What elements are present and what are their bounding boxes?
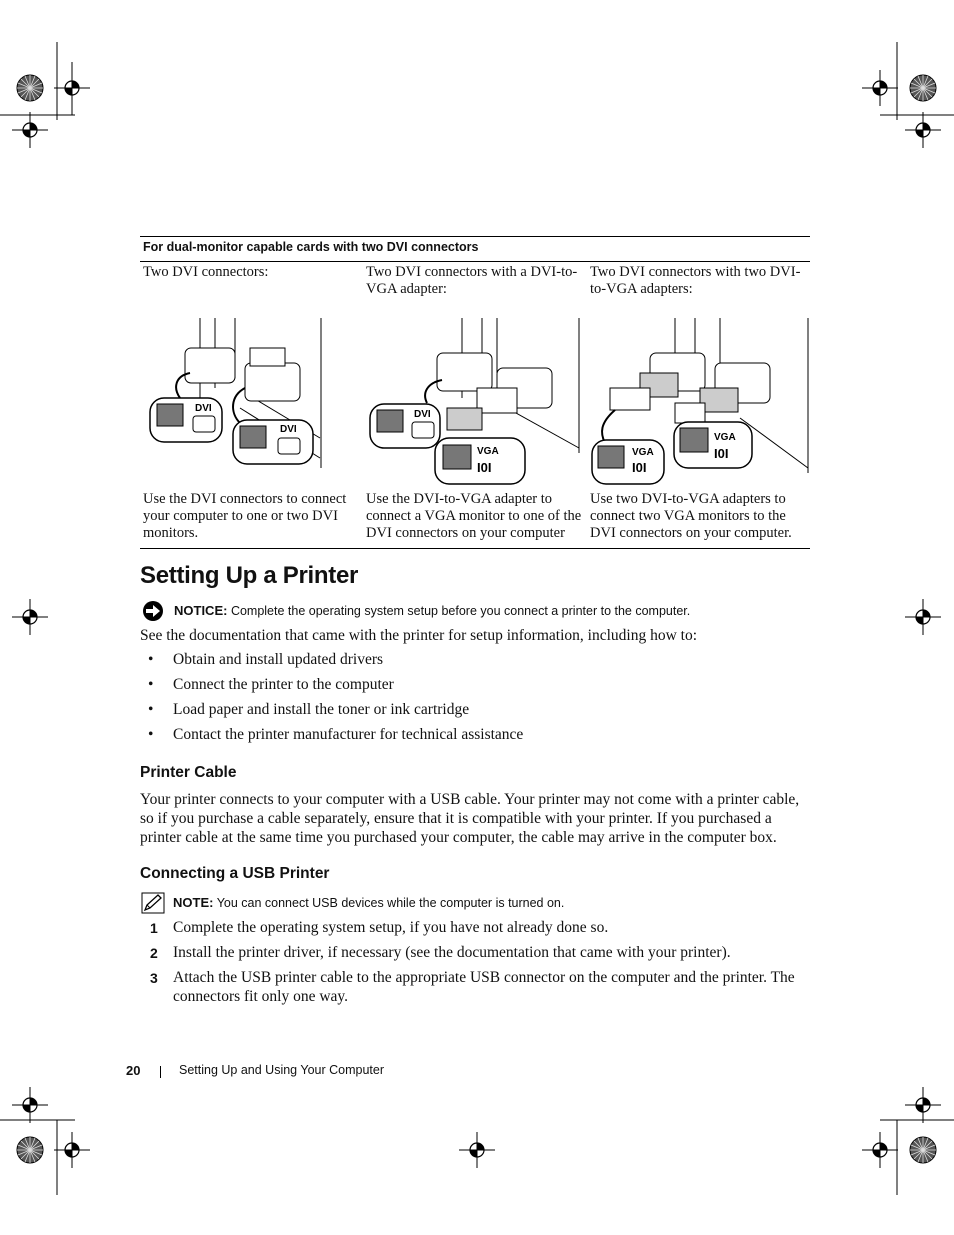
notice-label: NOTICE: [174, 603, 228, 618]
fig1-label-a: DVI [195, 403, 212, 414]
footer-divider [160, 1066, 161, 1078]
registration-mark-icon [12, 599, 48, 635]
registration-mark-icon [905, 599, 941, 635]
svg-text:I0I: I0I [477, 460, 492, 475]
monitor-icon [240, 426, 266, 448]
color-wheel-icon [17, 75, 43, 101]
fig2-label-a: DVI [414, 409, 431, 420]
usb-printer-heading: Connecting a USB Printer [140, 865, 330, 882]
color-wheel-icon [17, 1137, 43, 1163]
cell-top-3: Two DVI connectors with two DVI-to-VGA adapters: [590, 264, 801, 297]
step-text: Attach the USB printer cable to the appropriate USB connector on the computer and the printer. The connectors fit only one way. [173, 969, 795, 1005]
step-text: Install the printer driver, if necessary (see the documentation that came with your printer). [173, 944, 731, 961]
notice-arrow-icon [141, 600, 165, 622]
cell-top-1: Two DVI connectors: [143, 264, 269, 280]
step-number: 3 [150, 970, 158, 986]
notice-text: Complete the operating system setup before you connect a printer to the computer. [230, 604, 691, 618]
cell-bottom-3: Use two DVI-to-VGA adapters to connect two VGA monitors to the DVI connectors on your computer. [590, 491, 792, 541]
registration-mark-icon [862, 70, 898, 106]
table-bottom-rule [140, 548, 810, 549]
note-label: NOTE: [173, 895, 214, 910]
monitor-icon [598, 446, 624, 468]
dvi-vga-figure [367, 318, 582, 488]
printer-cable-body: Your printer connects to your computer with a USB cable. Your printer may not come with a printer cable, so if you purchase a cable separately, ensure that it is compatible with your printer. If you purchased a printer cable at the same time you purchased your computer, the cable may arrive in the computer box. [140, 791, 800, 846]
registration-mark-icon [12, 1087, 48, 1123]
dual-dvi-figure [145, 318, 325, 468]
monitor-icon [377, 410, 403, 432]
table-header-rule [140, 261, 810, 262]
note [173, 895, 564, 910]
svg-text:I0I: I0I [632, 460, 647, 475]
page-number: 20 [126, 1063, 141, 1078]
registration-mark-icon [862, 1132, 898, 1168]
table-heading: For dual-monitor capable cards with two DVI connectors [143, 240, 479, 254]
fig3-label-a: VGA [632, 447, 654, 458]
color-wheel-icon [910, 1137, 936, 1163]
step-number: 2 [150, 945, 158, 961]
color-wheel-icon [910, 75, 936, 101]
monitor-icon [157, 404, 183, 426]
note-pencil-icon [141, 892, 165, 914]
note-text: You can connect USB devices while the computer is turned on. [216, 896, 565, 910]
registration-mark-icon [12, 112, 48, 148]
step-number: 1 [150, 920, 158, 936]
monitor-icon [443, 445, 471, 469]
registration-mark-icon [905, 112, 941, 148]
chapter-title: Setting Up and Using Your Computer [179, 1063, 384, 1077]
fig2-label-b: VGA [477, 446, 499, 457]
registration-mark-icon [54, 1132, 90, 1168]
fig3-label-b: VGA [714, 432, 736, 443]
registration-mark-icon [459, 1132, 495, 1168]
svg-text:I0I: I0I [714, 446, 729, 461]
notice [174, 603, 690, 618]
dual-vga-figure [590, 318, 810, 488]
printer-cable-heading: Printer Cable [140, 764, 237, 781]
table-top-rule [140, 236, 810, 237]
section-title: Setting Up a Printer [140, 562, 359, 589]
step-text: Complete the operating system setup, if you have not already done so. [173, 919, 609, 936]
intro-text: See the documentation that came with the printer for setup information, including how to: [140, 627, 698, 644]
cell-top-2: Two DVI connectors with a DVI-to-VGA adapter: [366, 264, 578, 297]
monitor-icon [680, 428, 708, 452]
cell-bottom-2: Use the DVI-to-VGA adapter to connect a VGA monitor to one of the DVI connectors on your computer [366, 491, 582, 541]
registration-mark-icon [905, 1087, 941, 1123]
cell-bottom-1: Use the DVI connectors to connect your computer to one or two DVI monitors. [143, 491, 347, 541]
fig1-label-b: DVI [280, 424, 297, 435]
